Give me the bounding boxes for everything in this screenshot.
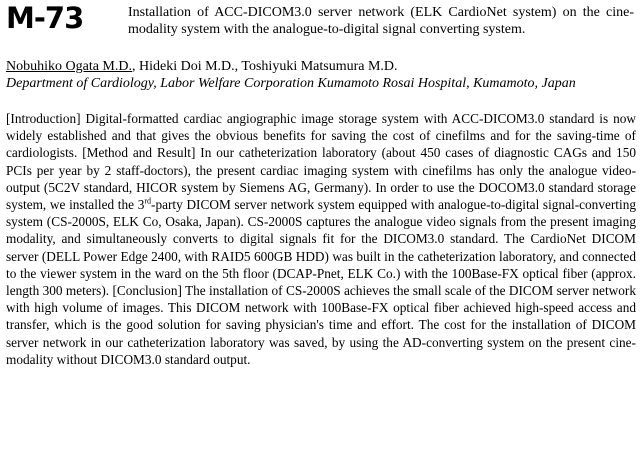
co-authors: , Hideki Doi M.D., Toshiyuki Matsumura M.D. bbox=[132, 59, 398, 74]
author-line bbox=[6, 58, 634, 75]
introduction-heading: [Introduction] bbox=[6, 111, 81, 126]
body-paragraph bbox=[6, 110, 636, 368]
conclusion-text: The installation of CS-2000S achieves the small scale of the DICOM server network with high volume of images. This DICOM network with 100Base-FX optical fiber achieved high-speed access and transfer, which is the good solution for saving physician's time and effort. The cost for the installation of DICOM server network in our catheterization laboratory was saved, by using the AD-converting system on the present cine-modality without DICOM3.0 standard output. bbox=[6, 283, 636, 367]
conclusion-heading: [Conclusion] bbox=[112, 283, 182, 299]
abstract-id: M-73 bbox=[6, 1, 84, 35]
introduction-text: Digital-formatted cardiac angiographic image storage system with ACC-DICOM3.0 standard is now widely established and that gives the obvious benefits for saving the cost of cinefilms and for the saving-time of cardiologists. bbox=[6, 111, 636, 161]
abstract-body bbox=[6, 110, 636, 368]
method-result-text: In our catheterization laboratory (about 450 cases of diagnostic CAGs and 150 PCIs per year by 2 staff-doctors), the present cardiac imaging system with cinefilms has only the analogue video-output (5C2V standard, HICOR system by Siemens AG, Germany). In order to use the DOCOM3.0 standard storage system, we installed the 3 bbox=[6, 145, 636, 213]
ordinal-superscript: rd bbox=[144, 196, 152, 206]
affiliation: Department of Cardiology, Labor Welfare Corporation Kumamoto Rosai Hospital, Kumamoto, Japan bbox=[6, 76, 576, 91]
method-result-heading: [Method and Result] bbox=[82, 145, 196, 161]
abstract-title: Installation of ACC-DICOM3.0 server network (ELK CardioNet system) on the cine-modality system with the analogue-to-digital signal converting system. bbox=[128, 5, 634, 37]
method-result-text-continued: -party DICOM server network system equipped with analogue-to-digital signal-converting system (CS-2000S, ELK Co, Osaka, Japan). CS-2000S captures the analogue video signals from the present imaging modality, and simultaneously converts to digital signals fit for the DICOM3.0 standard. The CardioNet DICOM server (DELL Power Edge 2400, with RAID5 600GB HDD) was built in the catheterization laboratory, and connected to the viewer system in the ward on the 5th floor (DCAP-Pnet, ELK Co.) with the 100Base-FX optical fiber (approx. length 300 meters). bbox=[6, 197, 636, 299]
presenting-author: Nobuhiko Ogata M.D. bbox=[6, 59, 132, 74]
